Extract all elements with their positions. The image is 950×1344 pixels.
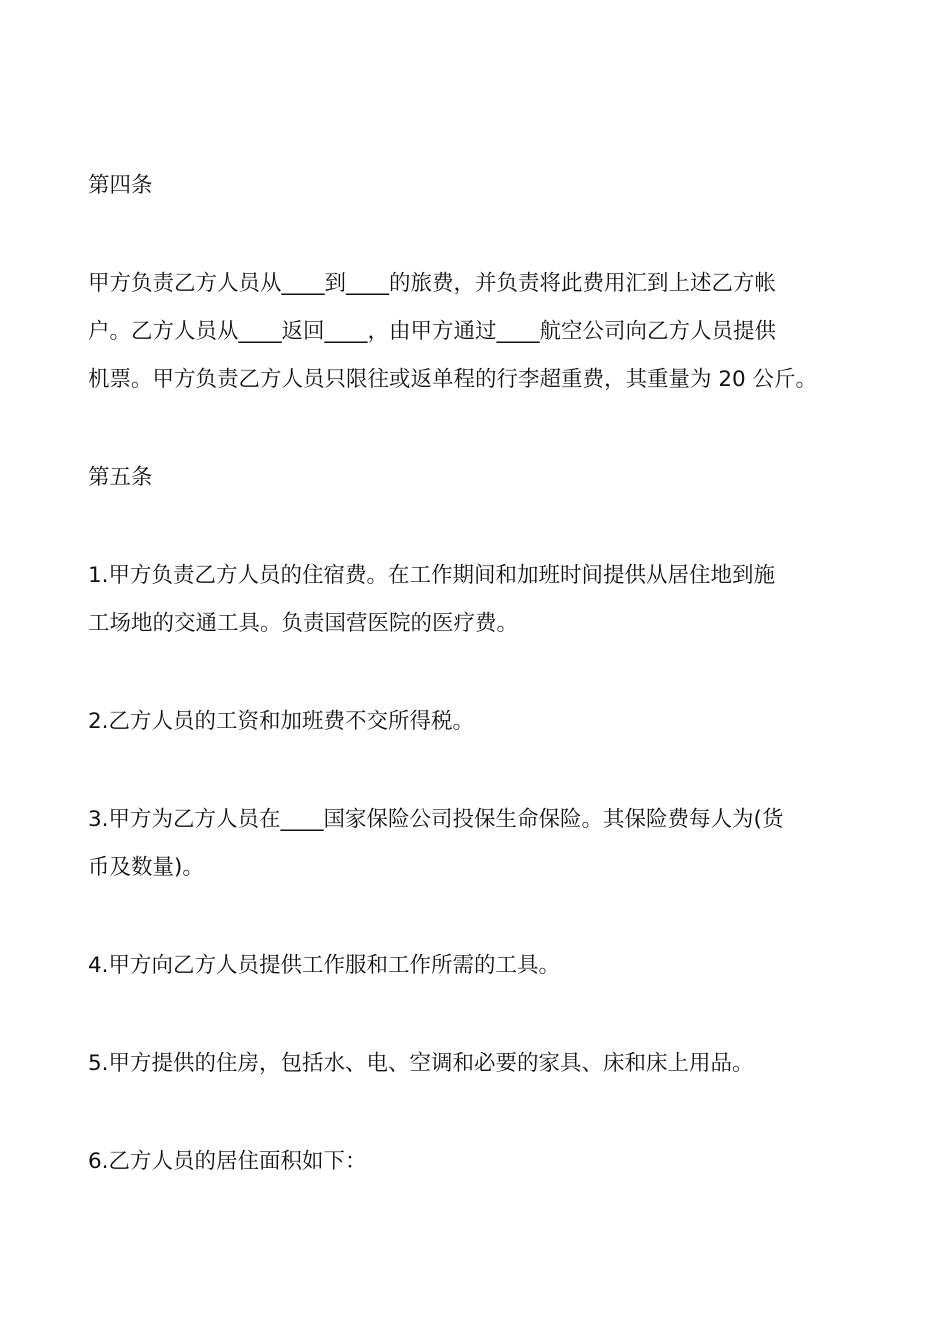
- paragraph-line: 3.甲方为乙方人员在____国家保险公司投保生命保险。其保险费每人为(货: [88, 807, 784, 832]
- article-5-item-6: [88, 1138, 878, 1186]
- document-body: [88, 162, 878, 1186]
- paragraph-line: 甲方负责乙方人员从____到____的旅费，并负责将此费用汇到上述乙方帐: [88, 271, 777, 296]
- paragraph-line: 工场地的交通工具。负责国营医院的医疗费。: [88, 611, 519, 636]
- article-5-item-5: [88, 1040, 878, 1088]
- paragraph-line: 户。乙方人员从____返回____，由甲方通过____航空公司向乙方人员提供: [88, 319, 777, 344]
- article-5-item-1: [88, 552, 878, 648]
- article-5-item-4: [88, 942, 878, 990]
- article-5-heading: 第五条: [88, 465, 153, 490]
- article-5-item-3: [88, 796, 878, 892]
- article-4-heading: 第四条: [88, 173, 153, 198]
- article-5-item-2: [88, 698, 878, 746]
- paragraph-line: 2.乙方人员的工资和加班费不交所得税。: [88, 709, 475, 734]
- paragraph-line: 6.乙方人员的居住面积如下：: [88, 1149, 367, 1174]
- paragraph-line: 5.甲方提供的住房，包括水、电、空调和必要的家具、床和床上用品。: [88, 1051, 754, 1076]
- article-4-paragraph: [88, 260, 878, 404]
- paragraph-line: 1.甲方负责乙方人员的住宿费。在工作期间和加班时间提供从居住地到施: [88, 563, 776, 588]
- paragraph-line: 4.甲方向乙方人员提供工作服和工作所需的工具。: [88, 953, 561, 978]
- paragraph-line: 币及数量)。: [88, 855, 204, 880]
- paragraph-line: 机票。甲方负责乙方人员只限往或返单程的行李超重费，其重量为 20 公斤。: [88, 367, 818, 392]
